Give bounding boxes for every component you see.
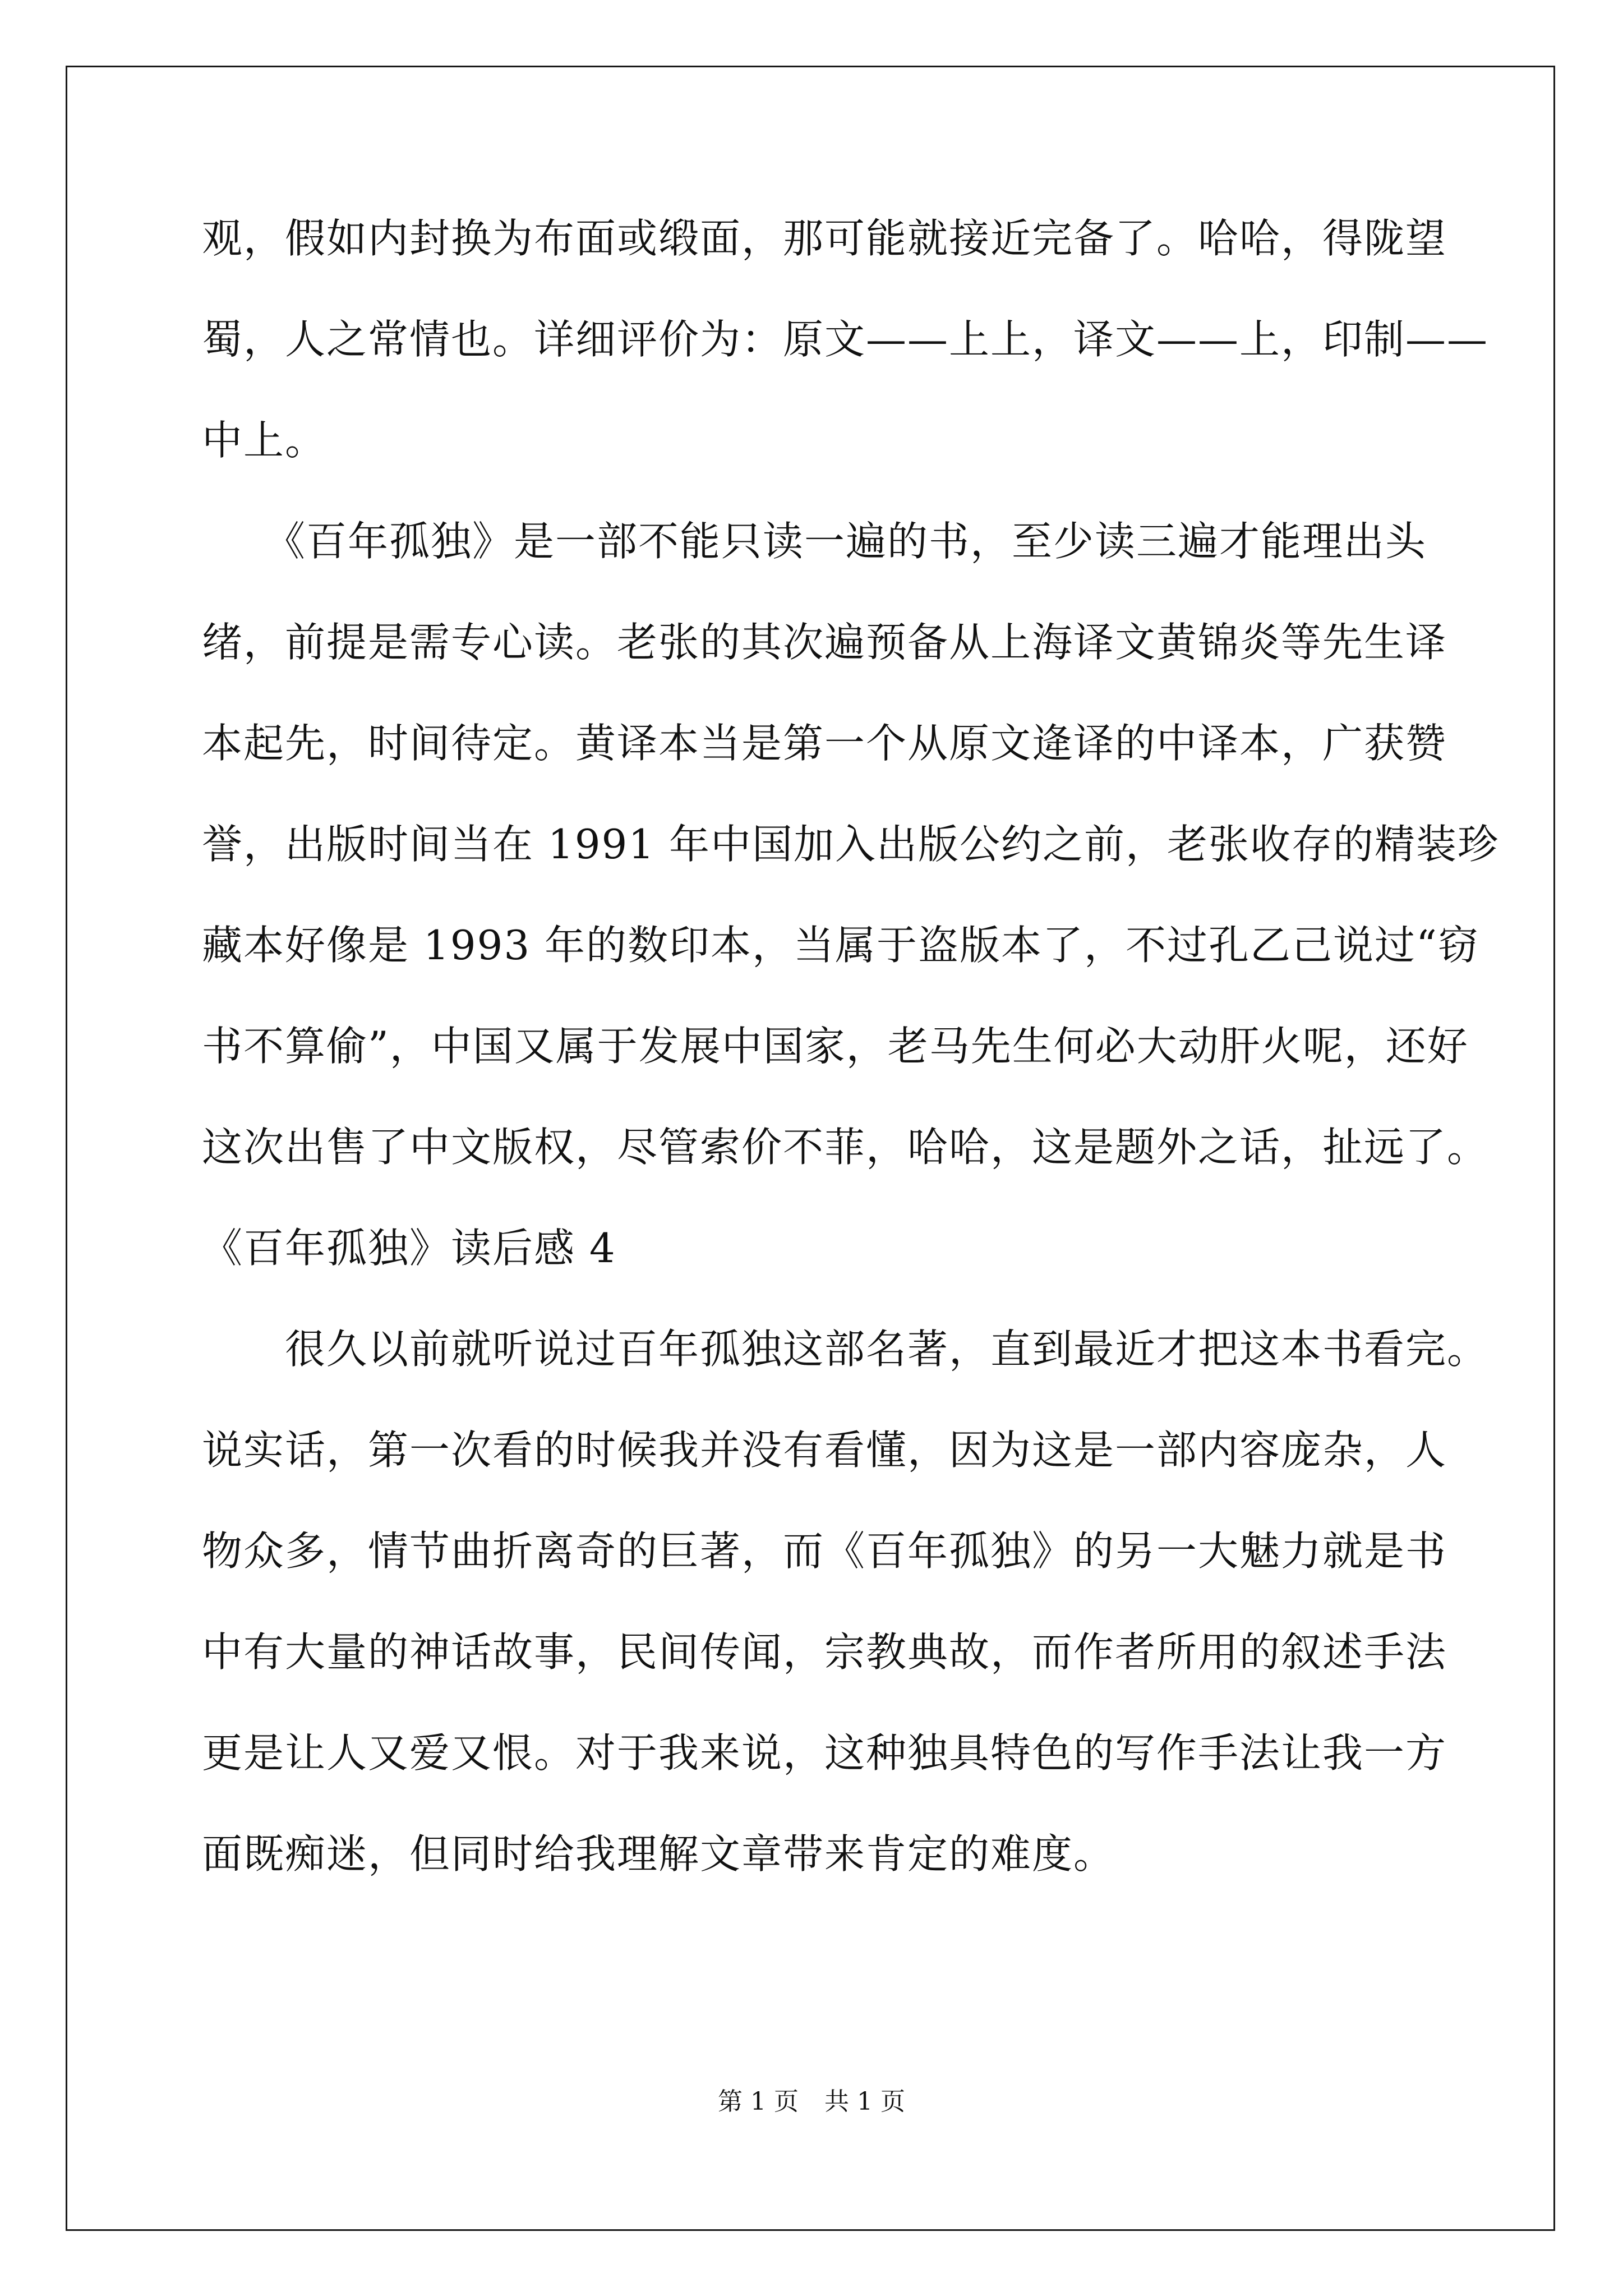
text-line: 誉，出版时间当在 1991 年中国加入出版公约之前，老张收存的精装珍 [202, 821, 1500, 868]
text-line: 很久以前就听说过百年孤独这部名著，直到最近才把这本书看完。 [202, 1326, 1489, 1373]
text-line: 本起先，时间待定。黄译本当是第一个从原文逄译的中译本，广获赞 [202, 720, 1447, 767]
text-line: 藏本好像是 1993 年的数印本，当属于盗版本了，不过孔乙己说过“窃 [202, 922, 1479, 969]
text-line: 观，假如内封换为布面或缎面，那可能就接近完备了。哈哈，得陇望 [202, 215, 1447, 262]
text-line: 中有大量的神话故事，民间传闻，宗教典故，而作者所用的叙述手法 [202, 1628, 1447, 1676]
text-line: 《百年孤独》是一部不能只读一遍的书，至少读三遍才能理出头 [202, 518, 1427, 565]
text-line: 说实话，第一次看的时候我并没有看懂，因为这是一部内容庞杂，人 [202, 1427, 1447, 1474]
page-total: 共 1 页 [824, 2087, 905, 2116]
text-line: 这次出售了中文版权，尽管索价不菲，哈哈，这是题外之话，扯远了。 [202, 1124, 1489, 1171]
page-footer [0, 2085, 1623, 2119]
text-line: 物众多，情节曲折离奇的巨著，而《百年孤独》的另一大魅力就是书 [202, 1527, 1447, 1575]
text-line: 中上。 [202, 417, 327, 464]
text-line: 更是让人又爱又恨。对于我来说，这种独具特色的写作手法让我一方 [202, 1729, 1447, 1777]
text-line: 面既痴迷，但同时给我理解文章带来肯定的难度。 [202, 1830, 1115, 1878]
text-line: 书不算偷”，中国又属于发展中国家，老马先生何必大动肝火呢，还好 [202, 1023, 1469, 1070]
text-line: 绪，前提是需专心读。老张的其次遍预备从上海译文黄锦炎等先生译 [202, 619, 1447, 666]
page-number: 第 1 页 [718, 2087, 799, 2116]
section-heading: 《百年孤独》读后感 4 [202, 1225, 616, 1272]
text-line: 蜀，人之常情也。详细评价为：原文——上上，译文——上，印制—— [202, 316, 1489, 363]
